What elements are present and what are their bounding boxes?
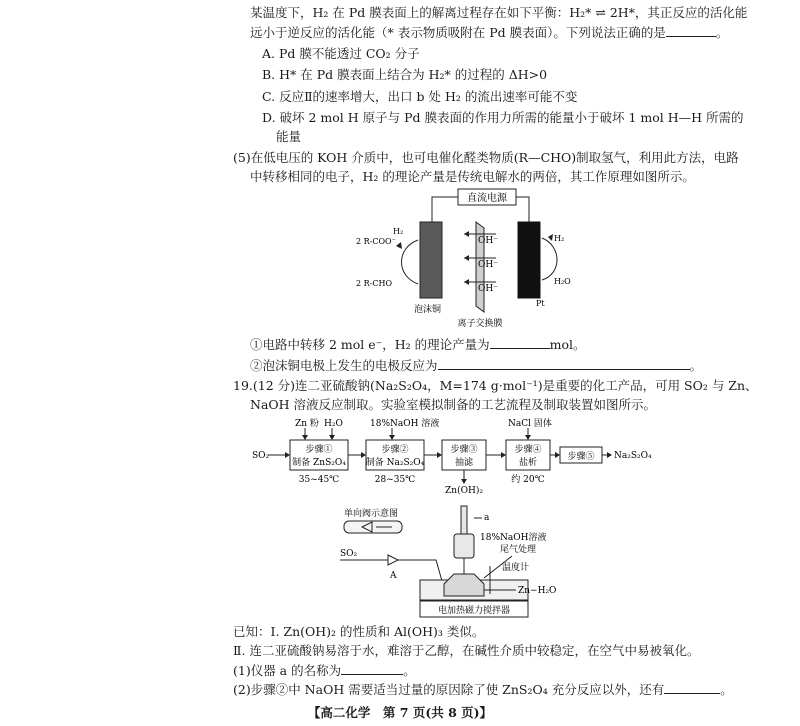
intro-line-1: 某温度下，H₂ 在 Pd 膜表面上的解离过程存在如下平衡：H₂* ⇌ 2H*，其正反应的活化能 — [250, 5, 748, 20]
step4-desc: 盐析 — [518, 458, 538, 468]
q5-sub-2-text: ②泡沫铜电极上发生的电极反应为 — [250, 358, 438, 373]
step4-title: 步骤④ — [514, 445, 542, 455]
three-neck-flask — [444, 574, 484, 596]
q19-line-1: 19.(12 分)连二亚硫酸钠(Na₂S₂O₄，M=174 g·mol⁻¹)是重要的化工产品，可用 SO₂ 与 Zn、 — [233, 378, 758, 393]
so2-input-label: SO₂ — [252, 451, 270, 461]
h2o-label: H₂O — [554, 277, 571, 286]
known-1: 已知：Ⅰ. Zn(OH)₂ 的性质和 Al(OH)₃ 类似。 — [233, 624, 485, 639]
intro-line-2: 远小于逆反应的活化能（* 表示物质吸附在 Pd 膜表面）。下列说法正确的是 。 — [250, 25, 729, 40]
step1-desc: 制备 ZnS₂O₄ — [292, 458, 346, 468]
step5-title: 步骤⑤ — [567, 452, 595, 462]
apparatus-diagram — [340, 504, 570, 620]
option-b: B. H* 在 Pd 膜表面上结合为 H₂* 的过程的 ΔH>0 — [262, 67, 548, 82]
magnetic-stirrer-label: 电加热磁力搅拌器 — [437, 606, 511, 616]
copper-foam-electrode — [420, 222, 442, 298]
membrane-label: 离子交换膜 — [457, 319, 503, 329]
answer-blank-h2-yield — [490, 336, 550, 349]
option-c: C. 反应Ⅱ的速率增大，出口 b 处 H₂ 的流出速率可能不变 — [262, 89, 578, 104]
nacl-feed-arrow — [525, 435, 531, 440]
step1-temperature: 35~45℃ — [298, 475, 340, 485]
flow-arrow-4-5 — [555, 452, 560, 458]
zn-feed-arrow — [302, 435, 308, 440]
answer-blank-instrument-name — [341, 662, 403, 675]
so2-feed-arrow — [285, 452, 290, 458]
apparatus-naoh-label: 18%NaOH溶液 — [480, 533, 547, 543]
check-valve-body — [344, 521, 402, 533]
question-2: (2)步骤②中 NaOH 需要适当过量的原因除了使 ZnS₂O₄ 充分反应以外，还有 。 — [233, 682, 733, 697]
q19-line-2: NaOH 溶液反应制取。实验室模拟制备的工艺流程及制取装置如图所示。 — [250, 397, 657, 412]
flow-arrow-3-4 — [501, 452, 506, 458]
right-reaction-curve — [542, 238, 557, 280]
left-curve-arrowhead — [396, 242, 402, 249]
wire-right — [516, 197, 529, 222]
apparatus-so2-label: SO₂ — [340, 549, 358, 559]
q5-sub-2: ②泡沫铜电极上发生的电极反应为 。 — [250, 358, 703, 373]
step3-desc: 抽滤 — [454, 458, 474, 468]
q5-line-2: 中转移相同的电子，H₂ 的理论产量是传统电解水的两倍，其工作原理如图所示。 — [250, 169, 695, 184]
tail-gas-label: 尾气处理 — [500, 545, 537, 555]
question-1: (1)仪器 a 的名称为 。 — [233, 663, 416, 678]
zn-powder-label: Zn 粉 — [295, 419, 319, 429]
thermometer-label: 温度计 — [502, 563, 530, 573]
option-d-line-1: D. 破坏 2 mol H 原子与 Pd 膜表面的作用力所需的能量小于破坏 1 mol H—H 所需的 — [262, 110, 744, 125]
h2-left-label: H₂ — [393, 227, 404, 236]
flow-arrow-5-product — [607, 452, 612, 458]
water-label: H₂O — [324, 419, 343, 429]
instrument-a-label: a — [484, 513, 490, 523]
copper-foam-label: 泡沫铜 — [414, 305, 442, 315]
water-feed-arrow — [329, 435, 335, 440]
q5-line-1: (5)在低电压的 KOH 介质中，也可电催化醛类物质(R—CHO)制取氢气，利用此方法，电路 — [233, 150, 739, 165]
known-2: Ⅱ. 连二亚硫酸钠易溶于水，难溶于乙醇，在碱性介质中较稳定，在空气中易被氧化。 — [233, 643, 700, 658]
answer-blank-choice — [666, 24, 716, 37]
left-reaction-curve — [402, 240, 419, 284]
platinum-electrode — [518, 222, 540, 298]
wire-left — [432, 197, 458, 222]
answer-blank-electrode-reaction — [438, 357, 690, 370]
instrument-a-body — [454, 534, 474, 558]
option-a: A. Pd 膜不能透过 CO₂ 分子 — [262, 46, 420, 61]
znoh-out-arrow — [461, 479, 467, 484]
oh-label-1: OH⁻ — [478, 236, 498, 246]
h2-right-label: H₂ — [554, 234, 565, 243]
oh-arrowhead-2 — [464, 255, 469, 261]
rcho-label: 2 R-CHO — [356, 279, 393, 288]
product-label: Na₂S₂O₄ — [614, 451, 652, 461]
electrolysis-cell-diagram — [340, 186, 580, 331]
step2-desc: 制备 Na₂S₂O₄ — [365, 458, 425, 468]
q5-sub-1 — [250, 336, 586, 353]
page-footer: 【高二化学 第 7 页(共 8 页)】 — [307, 705, 493, 720]
answer-blank-naoh-reason — [664, 681, 720, 694]
question-1-text: (1)仪器 a 的名称为 — [233, 663, 342, 678]
process-flow-diagram — [250, 414, 670, 496]
dropping-funnel-stem — [461, 506, 467, 534]
flow-arrow-2-3 — [437, 452, 442, 458]
nacl-label: NaCl 固体 — [508, 419, 552, 429]
step4-temperature: 约 20℃ — [511, 475, 545, 485]
znoh-label: Zn(OH)₂ — [445, 486, 483, 496]
step3-title: 步骤③ — [450, 445, 478, 455]
option-d-line-2: 能量 — [276, 129, 302, 144]
zn-water-label: Zn−H₂O — [518, 586, 557, 596]
intro-line-2-text: 远小于逆反应的活化能（* 表示物质吸附在 Pd 膜表面）。下列说法正确的是 — [250, 25, 666, 40]
power-supply-label: 直流电源 — [467, 193, 507, 204]
oh-label-2: OH⁻ — [478, 260, 498, 270]
naoh-label: 18%NaOH 溶液 — [370, 419, 440, 429]
right-curve-arrowhead — [548, 234, 553, 241]
step1-title: 步骤① — [305, 445, 333, 455]
naoh-feed-arrow — [389, 435, 395, 440]
oh-arrowhead-1 — [464, 231, 469, 237]
oh-arrowhead-3 — [464, 279, 469, 285]
valve-A-label: A — [390, 571, 397, 581]
rcoo-label: 2 R-COO⁻ — [356, 237, 396, 246]
oh-label-3: OH⁻ — [478, 284, 498, 294]
step2-temperature: 28~35℃ — [374, 475, 416, 485]
question-2-text: (2)步骤②中 NaOH 需要适当过量的原因除了使 ZnS₂O₄ 充分反应以外，还有 — [233, 682, 665, 697]
check-valve-caption: 单向阀示意图 — [344, 509, 399, 519]
pt-label: Pt — [536, 299, 545, 308]
step2-title: 步骤② — [381, 445, 409, 455]
q5-sub-1-unit: mol。 — [549, 337, 586, 352]
q5-sub-1-text: ①电路中转移 2 mol e⁻，H₂ 的理论产量为 — [250, 337, 490, 352]
valve-A-symbol — [388, 555, 398, 565]
